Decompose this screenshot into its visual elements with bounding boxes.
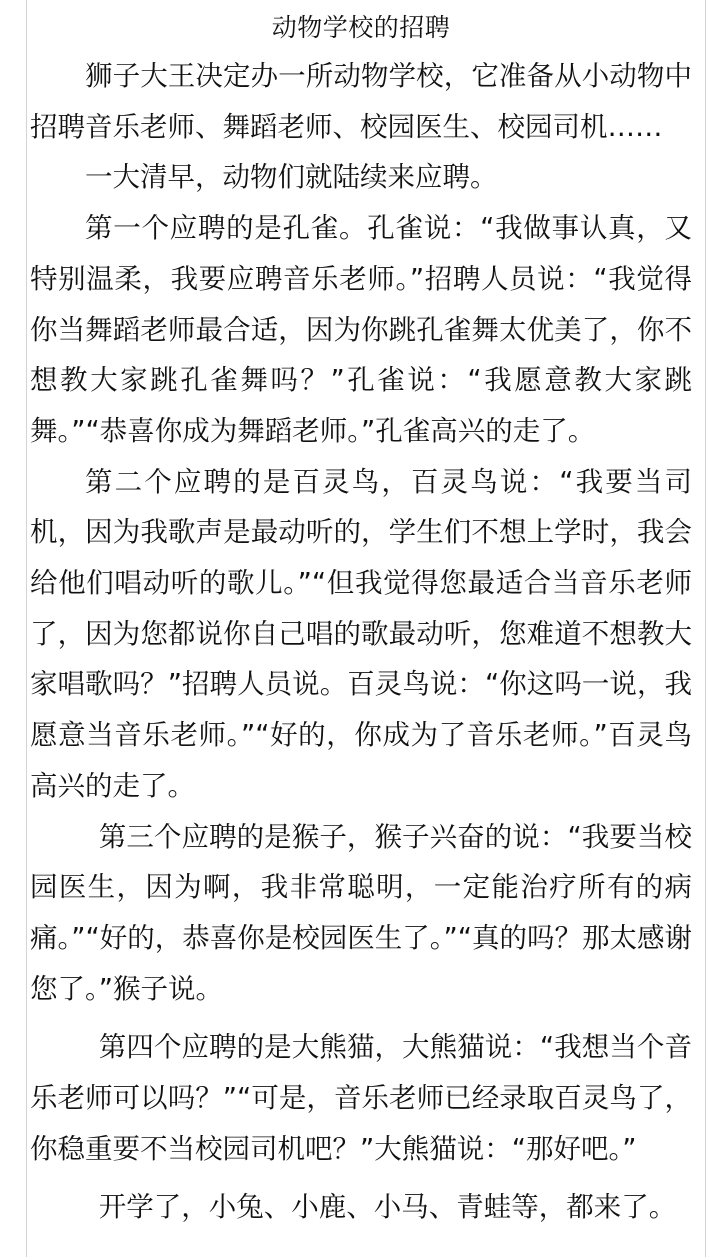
paragraph-4: 第二个应聘的是百灵鸟，百灵鸟说：“我要当司机，因为我歌声是最动听的，学生们不想上学时，我会给他们唱动听的歌儿。”“但我觉得您最适合当音乐老师了，因为您都说你自己唱的歌最动听，您难道不想教大家唱歌吗？”招聘人员说。百灵鸟说：“你这吗一说，我愿意当音乐老师。”“好的，你成为了音乐老师。”百灵鸟高兴的走了。 (30, 465, 692, 802)
document-title: 动物学校的招聘 (271, 13, 451, 42)
page-right-border (705, 0, 706, 1257)
paragraph-3: 第一个应聘的是孔雀。孔雀说：“我做事认真，又特别温柔，我要应聘音乐老师。”招聘人员说：“我觉得你当舞蹈老师最合适，因为你跳孔雀舞太优美了，你不想教大家跳孔雀舞吗？”孔雀说：“我愿意教大家跳舞。”“恭喜你成为舞蹈老师。”孔雀高兴的走了。 (30, 212, 692, 447)
paragraph-1: 狮子大王决定办一所动物学校，它准备从小动物中招聘音乐老师、舞蹈老师、校园医生、校园司机…… (30, 60, 692, 143)
page-left-border (26, 0, 27, 1257)
paragraph-5: 第三个应聘的是猴子，猴子兴奋的说：“我要当校园医生，因为啊，我非常聪明，一定能治疗所有的病痛。”“好的，恭喜你是校园医生了。”“真的吗？那太感谢您了。”猴子说。 (30, 820, 692, 1005)
paragraph-2: 一大清早，动物们就陆续来应聘。 (85, 161, 498, 194)
paragraph-7: 开学了，小兔、小鹿、小马、青蛙等，都来了。 (98, 1191, 677, 1224)
document-page (30, 0, 692, 1233)
paragraph-6: 第四个应聘的是大熊猫，大熊猫说：“我想当个音乐老师可以吗？”“可是，音乐老师已经录取百灵鸟了，你稳重要不当校园司机吧？”大熊猫说：“那好吧。” (30, 1031, 692, 1165)
